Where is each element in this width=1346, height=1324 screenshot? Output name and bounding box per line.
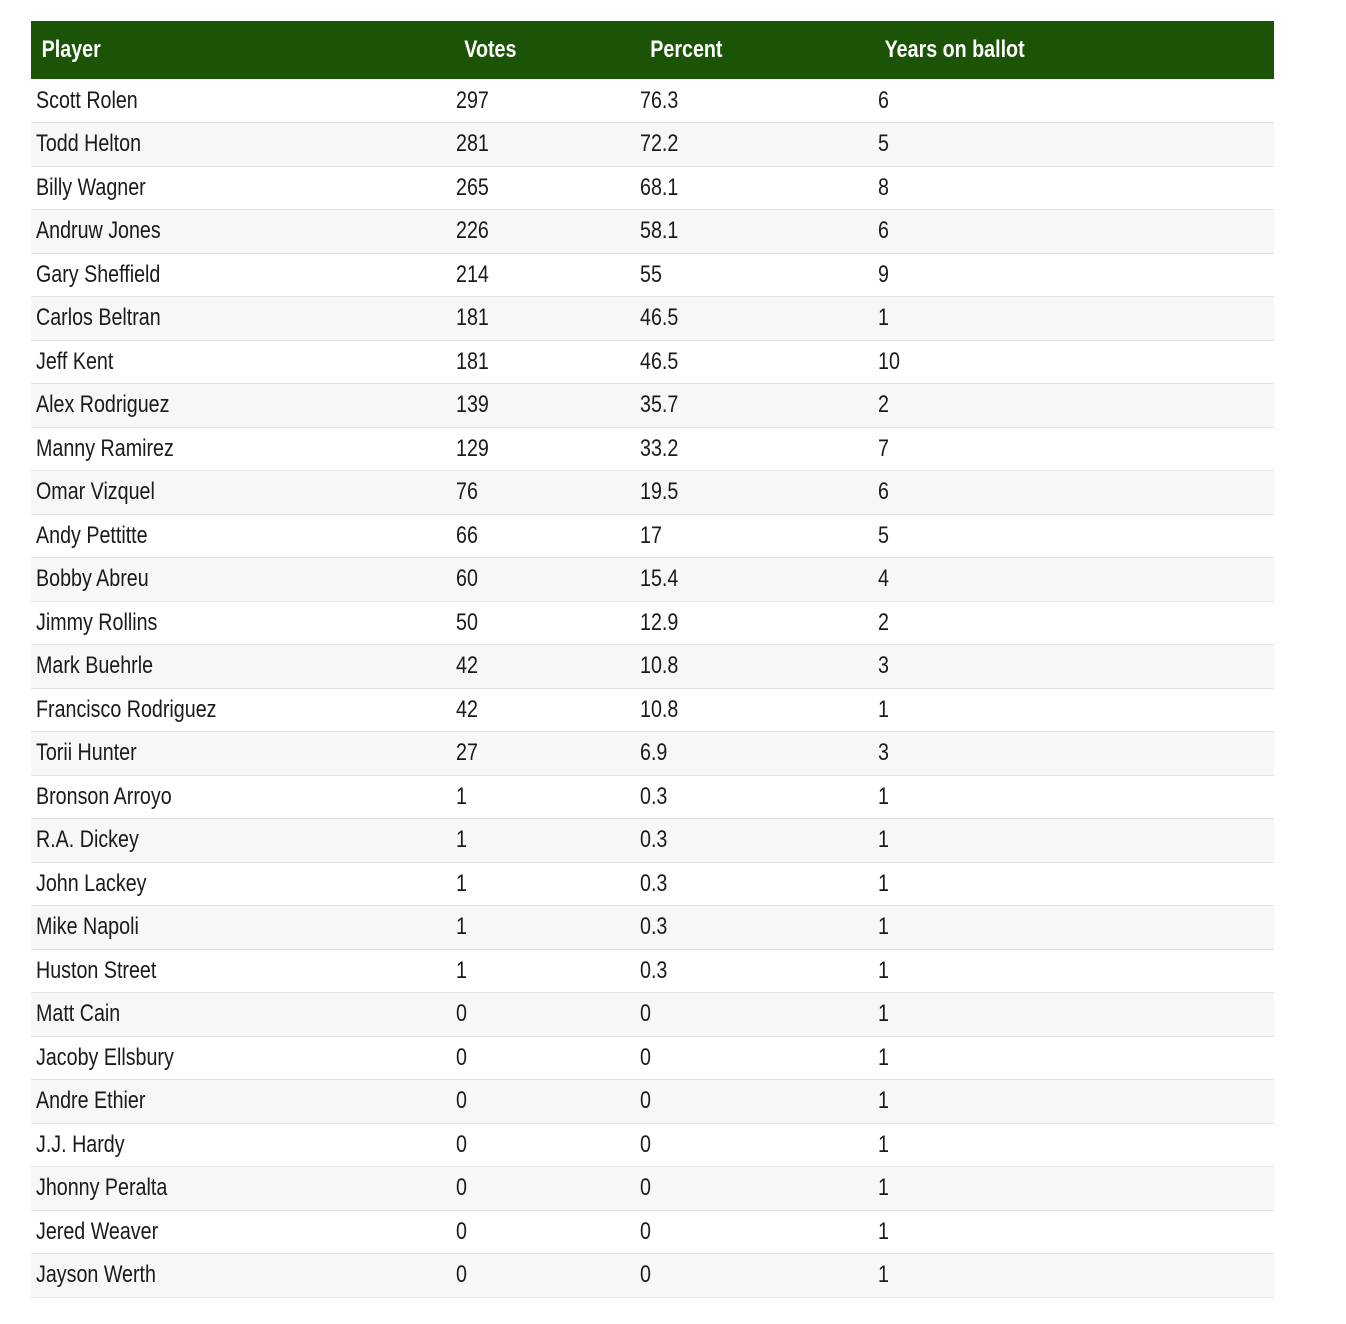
percent-cell xyxy=(640,732,883,776)
player-name-cell xyxy=(31,601,461,645)
table-row xyxy=(31,166,1274,210)
percent-cell-text: 55 xyxy=(640,260,662,288)
table-row xyxy=(31,123,1274,167)
player-name-cell xyxy=(31,775,461,819)
player-name-cell xyxy=(31,645,461,689)
table-row xyxy=(31,993,1274,1037)
votes-cell-text: 1 xyxy=(456,826,467,854)
percent-cell xyxy=(640,601,883,645)
years-on-ballot-cell xyxy=(878,601,1274,645)
percent-cell-text: 0 xyxy=(640,1087,651,1115)
player-name-cell xyxy=(31,862,461,906)
years-on-ballot-cell-text: 6 xyxy=(878,217,889,245)
years-on-ballot-cell-text: 10 xyxy=(878,347,900,375)
percent-cell xyxy=(640,1210,883,1254)
votes-cell-text: 214 xyxy=(456,260,489,288)
table-row xyxy=(31,471,1274,515)
years-on-ballot-cell-text: 1 xyxy=(878,695,889,723)
years-on-ballot-cell-text: 7 xyxy=(878,434,889,462)
years-on-ballot-cell-text: 1 xyxy=(878,869,889,897)
years-on-ballot-cell-text: 1 xyxy=(878,304,889,332)
votes-cell xyxy=(456,601,647,645)
votes-cell xyxy=(456,558,647,602)
years-on-ballot-cell xyxy=(878,166,1274,210)
years-on-ballot-cell xyxy=(878,253,1274,297)
percent-cell-text: 35.7 xyxy=(640,391,679,419)
percent-cell xyxy=(640,384,883,428)
votes-cell xyxy=(456,123,647,167)
percent-cell xyxy=(640,688,883,732)
votes-cell-text: 226 xyxy=(456,217,489,245)
player-name-cell xyxy=(31,558,461,602)
years-on-ballot-cell xyxy=(878,558,1274,602)
player-name-cell-text: Gary Sheffield xyxy=(36,260,161,288)
years-on-ballot-cell xyxy=(878,210,1274,254)
player-name-cell xyxy=(31,1123,461,1167)
table-row xyxy=(31,558,1274,602)
votes-cell xyxy=(456,645,647,689)
player-name-cell xyxy=(31,949,461,993)
years-on-ballot-cell-text: 6 xyxy=(878,478,889,506)
ballot-results-table xyxy=(31,21,1274,1298)
years-on-ballot-cell-text: 1 xyxy=(878,782,889,810)
table-row xyxy=(31,384,1274,428)
table-row xyxy=(31,819,1274,863)
results-table-container xyxy=(31,21,1274,1298)
years-on-ballot-cell xyxy=(878,1210,1274,1254)
years-on-ballot-cell-text: 5 xyxy=(878,130,889,158)
percent-cell xyxy=(640,1036,883,1080)
years-on-ballot-cell xyxy=(878,471,1274,515)
years-on-ballot-cell xyxy=(878,1123,1274,1167)
percent-cell-text: 0 xyxy=(640,1000,651,1028)
votes-cell-text: 0 xyxy=(456,1000,467,1028)
votes-cell xyxy=(456,1210,647,1254)
percent-cell xyxy=(640,340,883,384)
table-header-row xyxy=(31,21,1274,79)
player-name-cell xyxy=(31,166,461,210)
percent-cell xyxy=(640,862,883,906)
percent-cell xyxy=(640,775,883,819)
player-name-cell xyxy=(31,79,461,123)
votes-cell-text: 60 xyxy=(456,565,478,593)
votes-cell xyxy=(456,1254,647,1298)
table-body xyxy=(31,79,1274,1297)
years-on-ballot-cell xyxy=(878,297,1274,341)
votes-cell xyxy=(456,471,647,515)
years-on-ballot-cell-text: 1 xyxy=(878,1130,889,1158)
votes-cell xyxy=(456,253,647,297)
years-on-ballot-cell xyxy=(878,688,1274,732)
table-row xyxy=(31,79,1274,123)
player-name-cell-text: Billy Wagner xyxy=(36,173,146,201)
percent-cell-text: 0.3 xyxy=(640,913,668,941)
column-header-years-on-ballot[interactable]: Years on ballot xyxy=(884,36,1025,63)
percent-cell-text: 46.5 xyxy=(640,347,679,375)
player-name-cell xyxy=(31,1167,461,1211)
player-name-cell xyxy=(31,819,461,863)
years-on-ballot-cell xyxy=(878,862,1274,906)
table-row xyxy=(31,862,1274,906)
years-on-ballot-cell xyxy=(878,1036,1274,1080)
votes-cell xyxy=(456,166,647,210)
percent-cell-text: 0.3 xyxy=(640,782,668,810)
percent-cell xyxy=(640,210,883,254)
votes-cell-text: 1 xyxy=(456,782,467,810)
percent-cell xyxy=(640,166,883,210)
player-name-cell-text: Manny Ramirez xyxy=(36,434,174,462)
votes-cell xyxy=(456,427,647,471)
votes-cell-text: 0 xyxy=(456,1130,467,1158)
percent-cell-text: 0 xyxy=(640,1130,651,1158)
player-name-cell xyxy=(31,1036,461,1080)
player-name-cell xyxy=(31,1254,461,1298)
percent-cell-text: 0 xyxy=(640,1043,651,1071)
percent-cell-text: 68.1 xyxy=(640,173,679,201)
years-on-ballot-cell xyxy=(878,949,1274,993)
player-name-cell xyxy=(31,427,461,471)
years-on-ballot-cell-text: 1 xyxy=(878,956,889,984)
percent-cell-text: 0 xyxy=(640,1261,651,1289)
votes-cell-text: 0 xyxy=(456,1217,467,1245)
table-row xyxy=(31,906,1274,950)
years-on-ballot-cell-text: 6 xyxy=(878,86,889,114)
percent-cell-text: 15.4 xyxy=(640,565,679,593)
player-name-cell-text: Torii Hunter xyxy=(36,739,137,767)
percent-cell-text: 58.1 xyxy=(640,217,679,245)
years-on-ballot-cell-text: 1 xyxy=(878,1043,889,1071)
player-name-cell-text: Bobby Abreu xyxy=(36,565,149,593)
votes-cell-text: 181 xyxy=(456,304,489,332)
years-on-ballot-cell-text: 1 xyxy=(878,1217,889,1245)
percent-cell xyxy=(640,123,883,167)
player-name-cell-text: R.A. Dickey xyxy=(36,826,139,854)
years-on-ballot-cell xyxy=(878,340,1274,384)
percent-cell-text: 0 xyxy=(640,1217,651,1245)
years-on-ballot-cell xyxy=(878,993,1274,1037)
votes-cell-text: 0 xyxy=(456,1087,467,1115)
percent-cell xyxy=(640,514,883,558)
years-on-ballot-cell xyxy=(878,645,1274,689)
percent-cell xyxy=(640,79,883,123)
years-on-ballot-cell-text: 1 xyxy=(878,1174,889,1202)
percent-cell xyxy=(640,297,883,341)
years-on-ballot-cell-text: 2 xyxy=(878,391,889,419)
percent-cell xyxy=(640,427,883,471)
table-row xyxy=(31,1210,1274,1254)
votes-cell-text: 0 xyxy=(456,1174,467,1202)
player-name-cell-text: Jhonny Peralta xyxy=(36,1174,168,1202)
player-name-cell xyxy=(31,688,461,732)
player-name-cell-text: Matt Cain xyxy=(36,1000,121,1028)
percent-cell-text: 10.8 xyxy=(640,695,679,723)
percent-cell-text: 0.3 xyxy=(640,826,668,854)
votes-cell-text: 297 xyxy=(456,86,489,114)
player-name-cell-text: Todd Helton xyxy=(36,130,142,158)
table-row xyxy=(31,1036,1274,1080)
votes-cell-text: 181 xyxy=(456,347,489,375)
player-name-cell-text: Andre Ethier xyxy=(36,1087,146,1115)
column-header-player[interactable]: Player xyxy=(41,36,101,63)
percent-cell-text: 0.3 xyxy=(640,956,668,984)
years-on-ballot-cell-text: 4 xyxy=(878,565,889,593)
player-name-cell-text: Alex Rodriguez xyxy=(36,391,170,419)
table-row xyxy=(31,645,1274,689)
table-row xyxy=(31,1254,1274,1298)
player-name-cell xyxy=(31,993,461,1037)
player-name-cell-text: Jimmy Rollins xyxy=(36,608,158,636)
years-on-ballot-cell xyxy=(878,427,1274,471)
player-name-cell xyxy=(31,340,461,384)
table-row xyxy=(31,775,1274,819)
player-name-cell xyxy=(31,384,461,428)
player-name-cell-text: John Lackey xyxy=(36,869,147,897)
years-on-ballot-cell-text: 1 xyxy=(878,1000,889,1028)
votes-cell-text: 139 xyxy=(456,391,489,419)
votes-cell-text: 42 xyxy=(456,695,478,723)
years-on-ballot-cell-text: 3 xyxy=(878,652,889,680)
votes-cell xyxy=(456,340,647,384)
years-on-ballot-cell xyxy=(878,1080,1274,1124)
votes-cell xyxy=(456,210,647,254)
years-on-ballot-cell xyxy=(878,1167,1274,1211)
table-row xyxy=(31,688,1274,732)
percent-cell xyxy=(640,1123,883,1167)
player-name-cell-text: Francisco Rodriguez xyxy=(36,695,217,723)
years-on-ballot-cell xyxy=(878,384,1274,428)
votes-cell-text: 66 xyxy=(456,521,478,549)
player-name-cell-text: Jacoby Ellsbury xyxy=(36,1043,174,1071)
table-row xyxy=(31,427,1274,471)
player-name-cell xyxy=(31,471,461,515)
percent-cell xyxy=(640,1167,883,1211)
player-name-cell-text: Jayson Werth xyxy=(36,1261,156,1289)
player-name-cell-text: Mike Napoli xyxy=(36,913,139,941)
votes-cell-text: 27 xyxy=(456,739,478,767)
years-on-ballot-cell-text: 2 xyxy=(878,608,889,636)
table-row xyxy=(31,210,1274,254)
votes-cell-text: 129 xyxy=(456,434,489,462)
player-name-cell xyxy=(31,210,461,254)
player-name-cell xyxy=(31,514,461,558)
votes-cell xyxy=(456,775,647,819)
votes-cell-text: 0 xyxy=(456,1043,467,1071)
player-name-cell-text: Jeff Kent xyxy=(36,347,114,375)
percent-cell xyxy=(640,819,883,863)
table-row xyxy=(31,297,1274,341)
percent-cell xyxy=(640,558,883,602)
player-name-cell-text: Scott Rolen xyxy=(36,86,138,114)
votes-cell-text: 1 xyxy=(456,869,467,897)
table-row xyxy=(31,601,1274,645)
column-header-votes[interactable]: Votes xyxy=(464,36,517,63)
player-name-cell-text: Omar Vizquel xyxy=(36,478,155,506)
percent-cell-text: 33.2 xyxy=(640,434,679,462)
years-on-ballot-cell xyxy=(878,514,1274,558)
player-name-cell xyxy=(31,906,461,950)
years-on-ballot-cell xyxy=(878,123,1274,167)
votes-cell-text: 1 xyxy=(456,956,467,984)
votes-cell xyxy=(456,819,647,863)
percent-cell xyxy=(640,1080,883,1124)
years-on-ballot-cell-text: 5 xyxy=(878,521,889,549)
table-row xyxy=(31,732,1274,776)
years-on-ballot-cell-text: 9 xyxy=(878,260,889,288)
percent-cell xyxy=(640,645,883,689)
player-name-cell-text: Carlos Beltran xyxy=(36,304,161,332)
table-row xyxy=(31,514,1274,558)
percent-cell-text: 17 xyxy=(640,521,662,549)
votes-cell-text: 281 xyxy=(456,130,489,158)
votes-cell xyxy=(456,906,647,950)
player-name-cell-text: Huston Street xyxy=(36,956,157,984)
votes-cell xyxy=(456,1036,647,1080)
player-name-cell-text: J.J. Hardy xyxy=(36,1130,125,1158)
votes-cell xyxy=(456,862,647,906)
player-name-cell xyxy=(31,1210,461,1254)
years-on-ballot-cell-text: 1 xyxy=(878,1087,889,1115)
votes-cell xyxy=(456,949,647,993)
votes-cell xyxy=(456,1123,647,1167)
table-row xyxy=(31,1080,1274,1124)
votes-cell xyxy=(456,79,647,123)
percent-cell-text: 12.9 xyxy=(640,608,679,636)
votes-cell-text: 76 xyxy=(456,478,478,506)
table-row xyxy=(31,1167,1274,1211)
years-on-ballot-cell xyxy=(878,79,1274,123)
percent-cell xyxy=(640,949,883,993)
votes-cell-text: 50 xyxy=(456,608,478,636)
table-row xyxy=(31,1123,1274,1167)
votes-cell xyxy=(456,1080,647,1124)
votes-cell xyxy=(456,688,647,732)
percent-cell-text: 0.3 xyxy=(640,869,668,897)
years-on-ballot-cell xyxy=(878,1254,1274,1298)
votes-cell-text: 0 xyxy=(456,1261,467,1289)
column-header-percent[interactable]: Percent xyxy=(650,36,723,63)
player-name-cell xyxy=(31,732,461,776)
years-on-ballot-cell xyxy=(878,906,1274,950)
player-name-cell xyxy=(31,253,461,297)
percent-cell xyxy=(640,993,883,1037)
percent-cell-text: 0 xyxy=(640,1174,651,1202)
votes-cell xyxy=(456,297,647,341)
votes-cell xyxy=(456,993,647,1037)
player-name-cell-text: Andruw Jones xyxy=(36,217,161,245)
years-on-ballot-cell xyxy=(878,819,1274,863)
years-on-ballot-cell xyxy=(878,732,1274,776)
years-on-ballot-cell-text: 1 xyxy=(878,826,889,854)
table-row xyxy=(31,340,1274,384)
percent-cell xyxy=(640,906,883,950)
years-on-ballot-cell-text: 3 xyxy=(878,739,889,767)
player-name-cell xyxy=(31,1080,461,1124)
years-on-ballot-cell xyxy=(878,775,1274,819)
table-row xyxy=(31,949,1274,993)
votes-cell xyxy=(456,732,647,776)
percent-cell-text: 72.2 xyxy=(640,130,679,158)
votes-cell xyxy=(456,1167,647,1211)
years-on-ballot-cell-text: 8 xyxy=(878,173,889,201)
percent-cell-text: 46.5 xyxy=(640,304,679,332)
percent-cell-text: 6.9 xyxy=(640,739,668,767)
player-name-cell-text: Jered Weaver xyxy=(36,1217,159,1245)
table-row xyxy=(31,253,1274,297)
percent-cell xyxy=(640,1254,883,1298)
percent-cell-text: 10.8 xyxy=(640,652,679,680)
percent-cell xyxy=(640,471,883,515)
player-name-cell-text: Mark Buehrle xyxy=(36,652,154,680)
years-on-ballot-cell-text: 1 xyxy=(878,1261,889,1289)
votes-cell-text: 42 xyxy=(456,652,478,680)
votes-cell xyxy=(456,384,647,428)
percent-cell-text: 19.5 xyxy=(640,478,679,506)
votes-cell-text: 265 xyxy=(456,173,489,201)
votes-cell xyxy=(456,514,647,558)
percent-cell xyxy=(640,253,883,297)
player-name-cell xyxy=(31,123,461,167)
percent-cell-text: 76.3 xyxy=(640,86,679,114)
votes-cell-text: 1 xyxy=(456,913,467,941)
player-name-cell-text: Bronson Arroyo xyxy=(36,782,172,810)
player-name-cell xyxy=(31,297,461,341)
years-on-ballot-cell-text: 1 xyxy=(878,913,889,941)
player-name-cell-text: Andy Pettitte xyxy=(36,521,148,549)
